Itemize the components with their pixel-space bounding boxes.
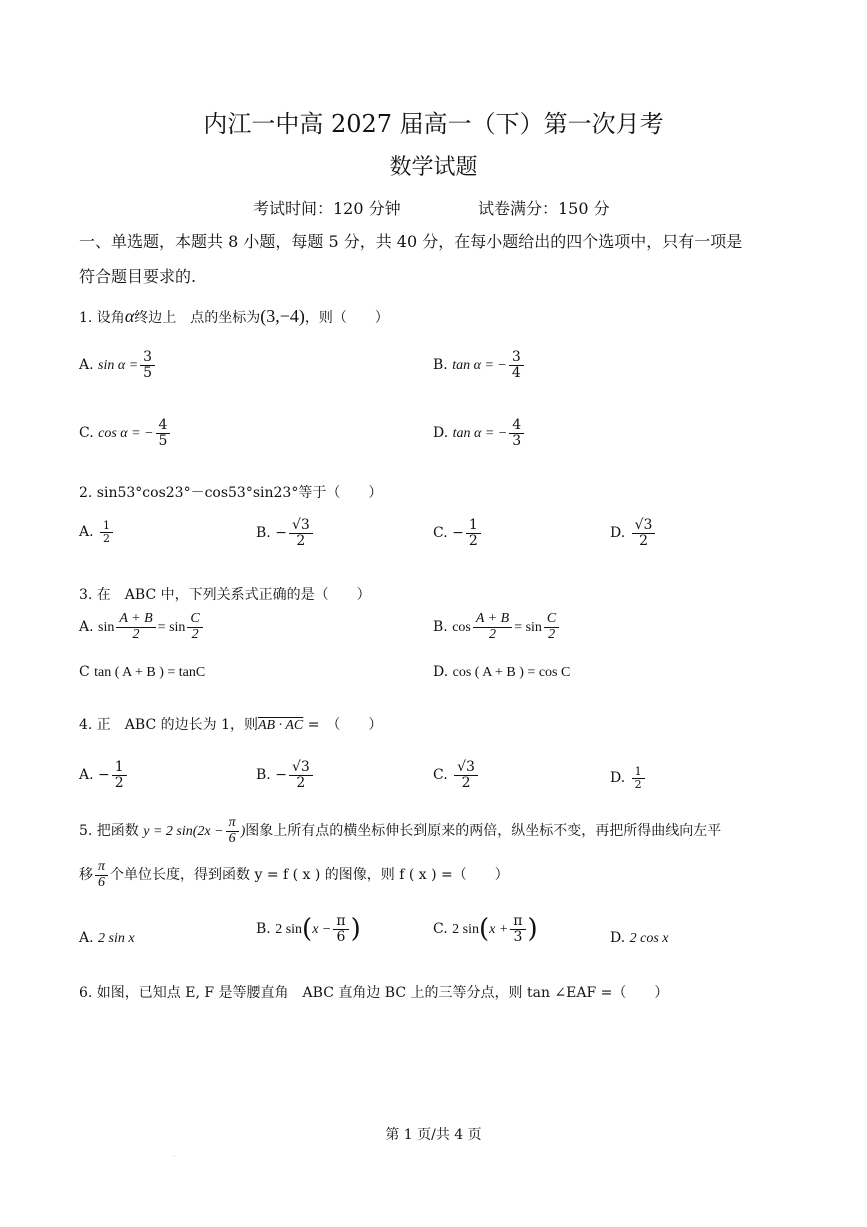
question-1: 1. 设角α终边上 点的坐标为(3,−4)，则（ ） (79, 306, 389, 326)
q2-option-d[interactable]: D. $\frac{√3}{2}$ (610, 518, 657, 548)
section-instructions-line2: 符合题目要求的. (79, 267, 197, 286)
q5-option-a[interactable]: A. 2 sin x (79, 930, 135, 946)
q4-option-d[interactable]: D. $\frac{1}{2}$ (610, 766, 647, 790)
q3-option-d[interactable]: D. cos ( A + B ) = cos C (433, 664, 571, 680)
question-5-line1: 5. 把函数 y = 2 sin(2x − $\frac{\pi}{6}$ )图象上所有点的横坐标伸长到原来的两倍，纵坐标不变，再把所得曲线向左平 (79, 815, 722, 846)
exam-time: 考试时间：120 分钟 (253, 199, 401, 218)
q5-option-d[interactable]: D. 2 cos x (610, 930, 669, 946)
q3-option-b[interactable]: B. cos $\frac{A + B}{2}$ = sin $\frac{C}{2}$ (433, 612, 561, 642)
question-4: 4. 正 ABC 的边长为 1，则AB · AC = （ ） (79, 717, 383, 733)
question-2: 2. sin53°cos23°－cos53°sin23°等于（ ） (79, 485, 383, 501)
q5-option-b[interactable]: B. 2 sin(x − $\frac{\pi}{6}$ ) (256, 913, 361, 945)
q5-option-c[interactable]: C. 2 sin(x + $\frac{\pi}{3}$ ) (433, 913, 538, 945)
q1-option-b[interactable]: B. tan α = − $\frac{3}{4}$ (433, 350, 526, 380)
section-instructions-line1: 一、单选题，本题共 8 小题，每题 5 分，共 40 分，在每小题给出的四个选项中，只有一项是 (79, 232, 743, 251)
q4-option-b[interactable]: B. − $\frac{√3}{2}$ (256, 760, 315, 790)
q4-option-c[interactable]: C. $\frac{√3}{2}$ (433, 760, 480, 790)
vector-product: AB · AC (258, 718, 304, 733)
q1-option-c[interactable]: C. cos α = − $\frac{4}{5}$ (79, 418, 172, 448)
page-number: 第 1 页/共 4 页 (385, 1127, 482, 1143)
q2-option-c[interactable]: C. − $\frac{1}{2}$ (433, 518, 483, 548)
exam-title: 内江一中高 2027 届高一（下）第一次月考 (203, 110, 664, 138)
scan-speck: · (173, 1152, 176, 1161)
q3-option-c[interactable]: C tan ( A + B ) = tanC (79, 664, 206, 680)
question-5-line2: 移 $\frac{\pi}{6}$ 个单位长度，得到函数 y = f ( x ) 的图像，则 f ( x ) =（ ） (79, 859, 509, 890)
q4-option-a[interactable]: A. − $\frac{1}{2}$ (79, 760, 129, 790)
q2-option-b[interactable]: B. − $\frac{√3}{2}$ (256, 518, 315, 548)
question-3: 3. 在 ABC 中，下列关系式正确的是（ ） (79, 587, 371, 603)
exam-subtitle: 数学试题 (389, 155, 478, 180)
question-6: 6. 如图，已知点 E, F 是等腰直角 ABC 直角边 BC 上的三等分点，则 tan ∠EAF =（ ） (79, 985, 669, 1001)
exam-score: 试卷满分：150 分 (478, 199, 610, 218)
q1-option-a[interactable]: A. sin α = $\frac{3}{5}$ (79, 350, 157, 380)
q3-option-a[interactable]: A. sin $\frac{A + B}{2}$ = sin $\frac{C}{2}$ (79, 612, 205, 642)
q1-option-d[interactable]: D. tan α = − $\frac{4}{3}$ (433, 418, 526, 448)
q2-option-a[interactable]: A. $\frac{1}{2}$ (79, 520, 115, 544)
